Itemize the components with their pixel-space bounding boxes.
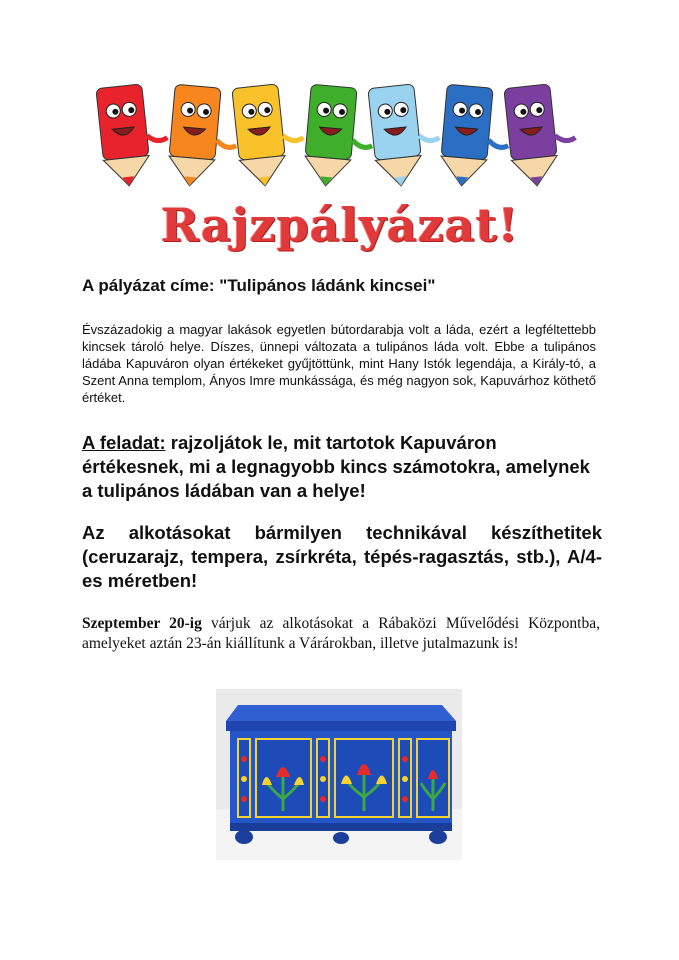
pencil-characters-illustration [84,78,594,208]
task-paragraph [82,431,602,503]
task-label: A feladat: [82,432,166,453]
deadline-text: várjuk az alkotásokat a Rábaközi Művelődési Központba, amelyeket aztán 23-án kiállítunk a Várárokban, illetve jutalmazunk is! [82,615,600,652]
deadline-paragraph [82,614,600,654]
contest-title: A pályázat címe: "Tulipános ládánk kincsei" [82,276,436,295]
pencil-character [96,82,172,188]
banner [70,70,610,260]
pencil-character [232,82,308,188]
task-text: rajzoljátok le, mit tartotok Kapuváron értékesnek, mi a legnagyobb kincs számotokra, amelynek a tulipános ládában van a helye! [82,432,590,501]
deadline-date: Szeptember 20-ig [82,615,202,632]
intro-paragraph: Évszázadokig a magyar lakások egyetlen bútordarabja volt a láda, ezért a legféltettebb kincsek tároló helye. Díszes, ünnepi változata a tulipános láda volt. Ebbe a tulipános ládába Kapuváron olyan értékeket gyűjtöttünk, mint Hany Istók legendája, a Király-tó, a Szent Anna templom, Ányos Imre munkássága, és még nagyon sok, Kapuvárhoz köthető értéket. [82,322,596,405]
technique-paragraph: Az alkotásokat bármilyen technikával készíthetitek (ceruzarajz, tempera, zsírkréta, tépés-ragasztás, stb.), A/4-es méretben! [82,522,602,591]
pencil-character [439,84,513,189]
tulip-chest-photo [216,689,462,860]
pencil-character [167,84,241,189]
banner-title: Rajzpályázat! [160,198,520,252]
pencil-character [303,84,377,189]
pencil-character [368,82,444,188]
pencil-character [504,82,580,188]
